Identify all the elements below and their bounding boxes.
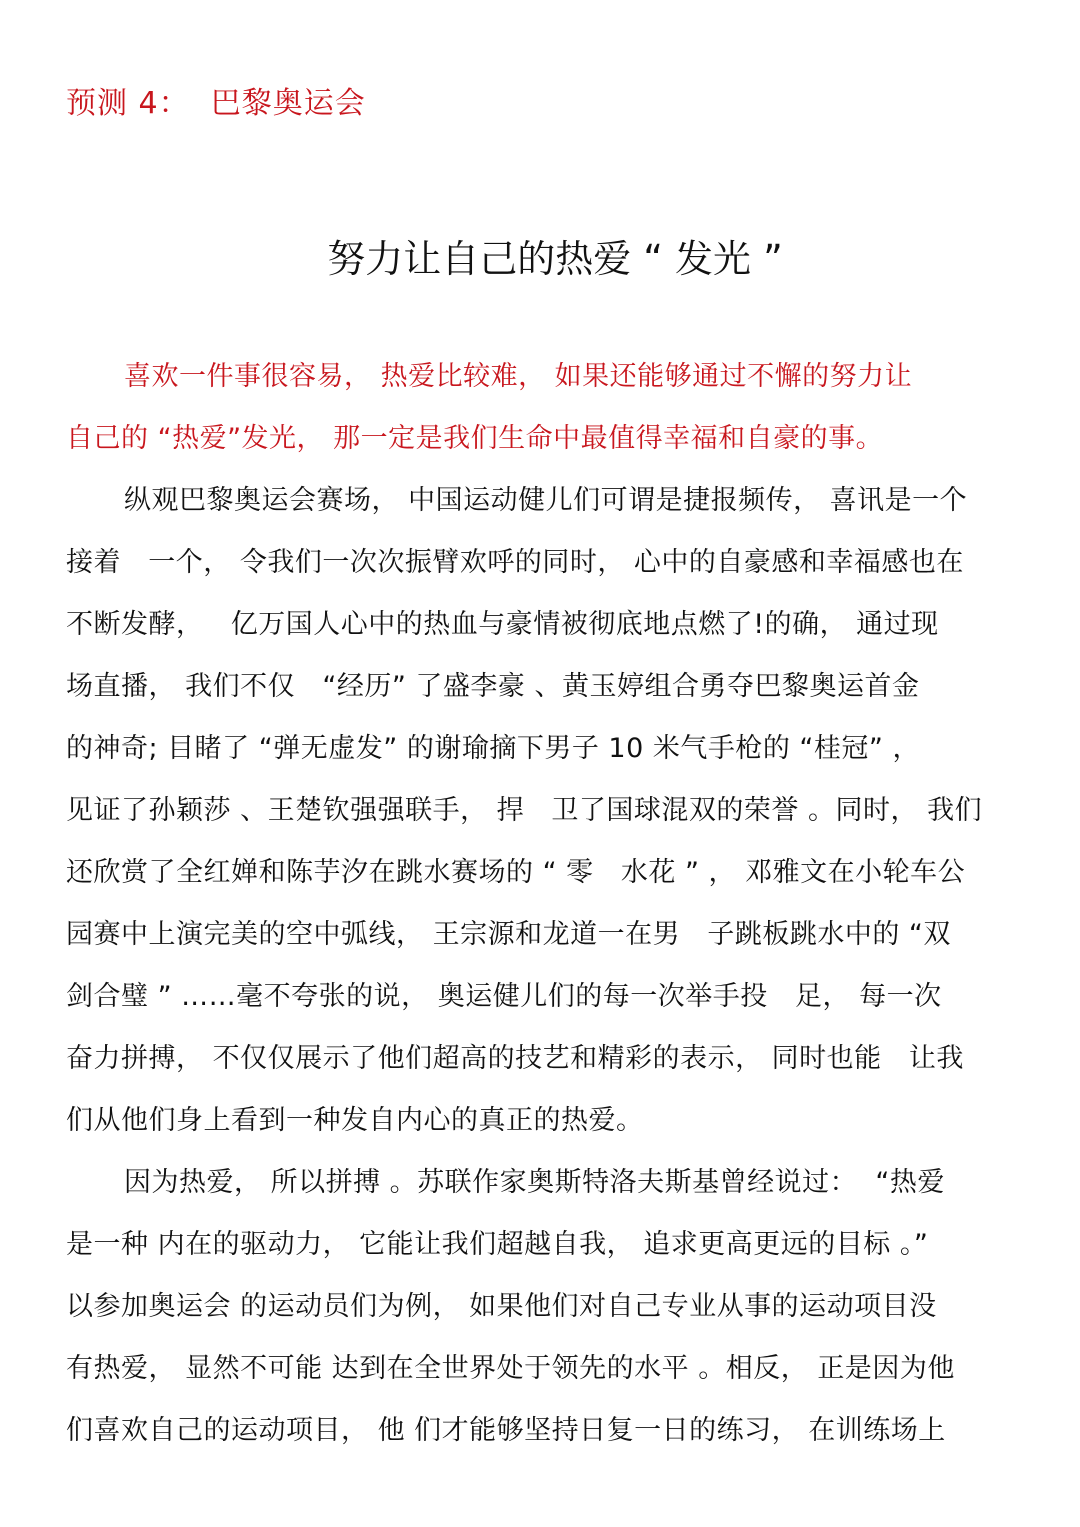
- paragraph-line: 不断发酵， 亿万国人心中的热血与豪情被彻底地点燃了!的确， 通过现: [66, 609, 939, 640]
- paragraph-line: 剑合璧 ” ……毫不夸张的说， 奥运健儿们的每一次举手投 足， 每一次: [66, 981, 942, 1012]
- paragraph-line: 场直播， 我们不仅 “经历” 了盛李豪 、黄玉婷组合勇夺巴黎奥运首金: [66, 671, 920, 702]
- paragraph-line: 们从他们身上看到一种发自内心的真正的热爱。: [66, 1105, 644, 1136]
- paragraph-line: 们喜欢自己的运动项目， 他 们才能够坚持日复一日的练习， 在训练场上: [66, 1415, 946, 1446]
- intro-line-2: 自己的 “热爱”发光， 那一定是我们生命中最值得幸福和自豪的事。: [66, 423, 884, 454]
- essay-title: 努力让自己的热爱 “ 发光 ”: [327, 237, 783, 281]
- paragraph-line: 以参加奥运会 的运动员们为例， 如果他们对自己专业从事的运动项目没: [66, 1291, 937, 1322]
- intro-line-1: 喜欢一件事很容易， 热爱比较难， 如果还能够通过不懈的努力让: [124, 361, 913, 392]
- paragraph-line: 有热爱， 显然不可能 达到在全世界处于领先的水平 。相反， 正是因为他: [66, 1353, 955, 1384]
- paragraph-line: 因为热爱， 所以拼搏 。苏联作家奥斯特洛夫斯基曾经说过： “热爱: [124, 1167, 945, 1198]
- prediction-label: 预测 4： 巴黎奥运会: [66, 86, 366, 121]
- essay-body: [66, 353, 1026, 1469]
- paragraph-line: 还欣赏了全红婵和陈芋汐在跳水赛场的 “ 零 水花 ” ， 邓雅文在小轮车公: [66, 857, 966, 888]
- paragraph-line: 的神奇; 目睹了 “弹无虚发” 的谢瑜摘下男子 10 米气手枪的 “桂冠” ，: [66, 733, 920, 764]
- paragraph-line: 奋力拼搏， 不仅仅展示了他们超高的技艺和精彩的表示， 同时也能 让我: [66, 1043, 964, 1074]
- paragraph-line: 接着 一个， 令我们一次次振臂欢呼的同时， 心中的自豪感和幸福感也在: [66, 547, 964, 578]
- paragraph-line: 纵观巴黎奥运会赛场， 中国运动健儿们可谓是捷报频传， 喜讯是一个: [124, 485, 968, 516]
- paragraph-line: 是一种 内在的驱动力， 它能让我们超越自我， 追求更高更远的目标 。”: [66, 1229, 929, 1260]
- paragraph-line: 园赛中上演完美的空中弧线， 王宗源和龙道一在男 子跳板跳水中的 “双: [66, 919, 951, 950]
- paragraph-line: 见证了孙颖莎 、王楚钦强强联手， 捍 卫了国球混双的荣誉 。同时， 我们: [66, 795, 983, 826]
